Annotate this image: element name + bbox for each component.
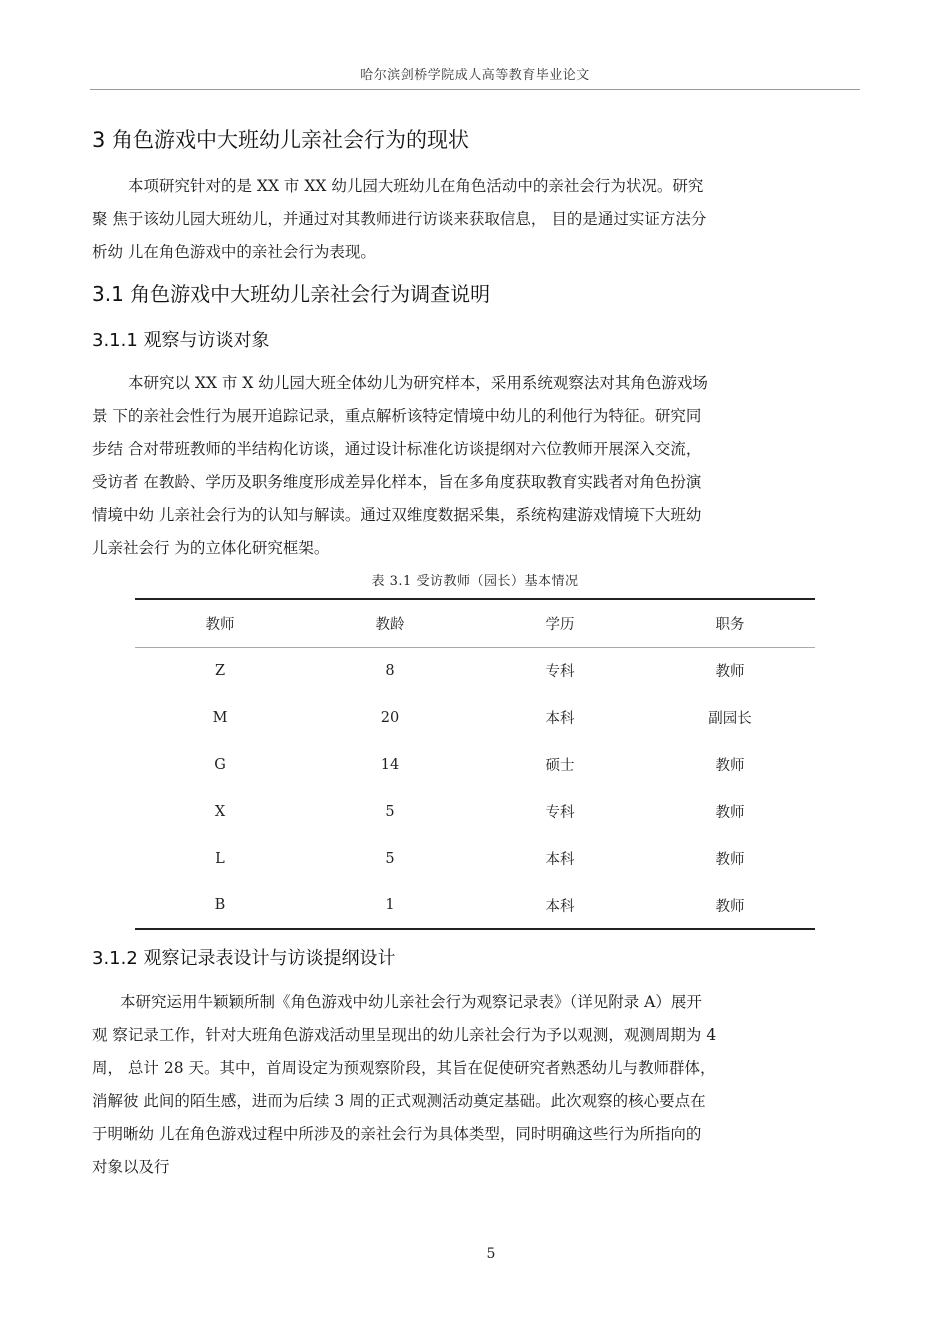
- cell-years: 5: [385, 850, 395, 867]
- table-row: [135, 835, 815, 882]
- chapter-intro-paragraph: [92, 170, 860, 269]
- page-number: 5: [486, 1246, 496, 1262]
- paragraph-line: 于明晰幼 儿在角色游戏过程中所涉及的亲社会行为具体类型，同时明确这些行为所指向的: [92, 1125, 702, 1143]
- column-header-education: 学历: [545, 616, 575, 633]
- table-row: [135, 694, 815, 741]
- cell-teacher: Z: [214, 662, 226, 679]
- table-header-row: [135, 599, 815, 647]
- subsection-heading-3-1-2: 3.1.2 观察记录表设计与访谈提纲设计: [92, 948, 396, 969]
- table-row: [135, 788, 815, 835]
- paragraph-line: 本项研究针对的是 XX 市 XX 幼儿园大班幼儿在角色活动中的亲社会行为状况。研究: [128, 177, 704, 195]
- subsection-heading-3-1-1: 3.1.1 观察与访谈对象: [92, 330, 270, 351]
- cell-position: 教师: [715, 758, 745, 774]
- paragraph-line: 消解彼 此间的陌生感，进而为后续 3 周的正式观测活动奠定基础。此次观察的核心要点在: [92, 1092, 706, 1110]
- cell-teacher: B: [214, 897, 226, 913]
- cell-teacher: L: [215, 850, 225, 867]
- cell-years: 5: [385, 803, 395, 820]
- paragraph-line: 本研究以 XX 市 X 幼儿园大班全体幼儿为研究样本，采用系统观察法对其角色游戏场: [128, 374, 708, 392]
- cell-education: 专科: [545, 664, 575, 681]
- paragraph-line: 聚 焦于该幼儿园大班幼儿，并通过对其教师进行访谈来获取信息， 目的是通过实证方法分: [92, 210, 707, 228]
- paragraph-line: 观 察记录工作，针对大班角色游戏活动里呈现出的幼儿亲社会行为予以观测，观测周期为 4: [92, 1026, 717, 1044]
- cell-education: 硕士: [545, 758, 575, 774]
- cell-education: 本科: [545, 852, 575, 868]
- table-row: [135, 882, 815, 929]
- cell-position: 教师: [715, 664, 745, 681]
- paragraph-line: 本研究运用牛颖颖所制《角色游戏中幼儿亲社会行为观察记录表》（详见附录 A）展开: [120, 993, 702, 1011]
- cell-years: 20: [380, 709, 400, 726]
- paragraph-line: 析幼 儿在角色游戏中的亲社会行为表现。: [92, 243, 376, 261]
- cell-years: 14: [380, 756, 400, 773]
- cell-teacher: M: [212, 709, 228, 726]
- subjects-paragraph: [92, 367, 860, 565]
- cell-education: 专科: [545, 805, 575, 821]
- paragraph-line: 步结 合对带班教师的半结构化访谈，通过设计标准化访谈提纲对六位教师开展深入交流，: [92, 440, 702, 458]
- paragraph-line: 周， 总计 28 天。其中，首周设定为预观察阶段，其旨在促使研究者熟悉幼儿与教师群体，: [92, 1059, 716, 1077]
- table-caption: 表 3.1 受访教师（园长）基本情况: [371, 574, 579, 589]
- column-header-years: 教龄: [375, 616, 405, 633]
- cell-years: 1: [385, 897, 395, 913]
- cell-position: 副园长: [708, 711, 752, 727]
- cell-position: 教师: [715, 898, 745, 915]
- paragraph-line: 对象以及行: [92, 1158, 170, 1176]
- cell-position: 教师: [715, 805, 745, 821]
- cell-position: 教师: [715, 852, 745, 868]
- chapter-heading: 3 角色游戏中大班幼儿亲社会行为的现状: [92, 128, 470, 152]
- cell-teacher: X: [214, 803, 226, 820]
- cell-years: 8: [385, 662, 395, 679]
- design-paragraph: [92, 986, 860, 1184]
- section-heading-3-1: 3.1 角色游戏中大班幼儿亲社会行为调查说明: [92, 282, 491, 306]
- paragraph-line: 情境中幼 儿亲社会行为的认知与解读。通过双维度数据采集，系统构建游戏情境下大班幼: [92, 506, 702, 524]
- paragraph-line: 儿亲社会行 为的立体化研究框架。: [92, 539, 330, 557]
- table-row: [135, 741, 815, 788]
- column-header-teacher: 教师: [205, 616, 235, 633]
- cell-education: 本科: [545, 711, 575, 727]
- cell-teacher: G: [214, 756, 226, 773]
- table-row: [135, 647, 815, 694]
- column-header-position: 职务: [715, 616, 745, 633]
- paragraph-line: 受访者 在教龄、学历及职务维度形成差异化样本，旨在多角度获取教育实践者对角色扮演: [92, 473, 702, 491]
- cell-education: 本科: [545, 898, 575, 915]
- teacher-info-table: [135, 598, 815, 930]
- running-header: 哈尔滨剑桥学院成人高等教育毕业论文: [360, 68, 590, 83]
- header-divider: [90, 89, 860, 90]
- paragraph-line: 景 下的亲社会性行为展开追踪记录，重点解析该特定情境中幼儿的利他行为特征。研究同: [92, 407, 702, 425]
